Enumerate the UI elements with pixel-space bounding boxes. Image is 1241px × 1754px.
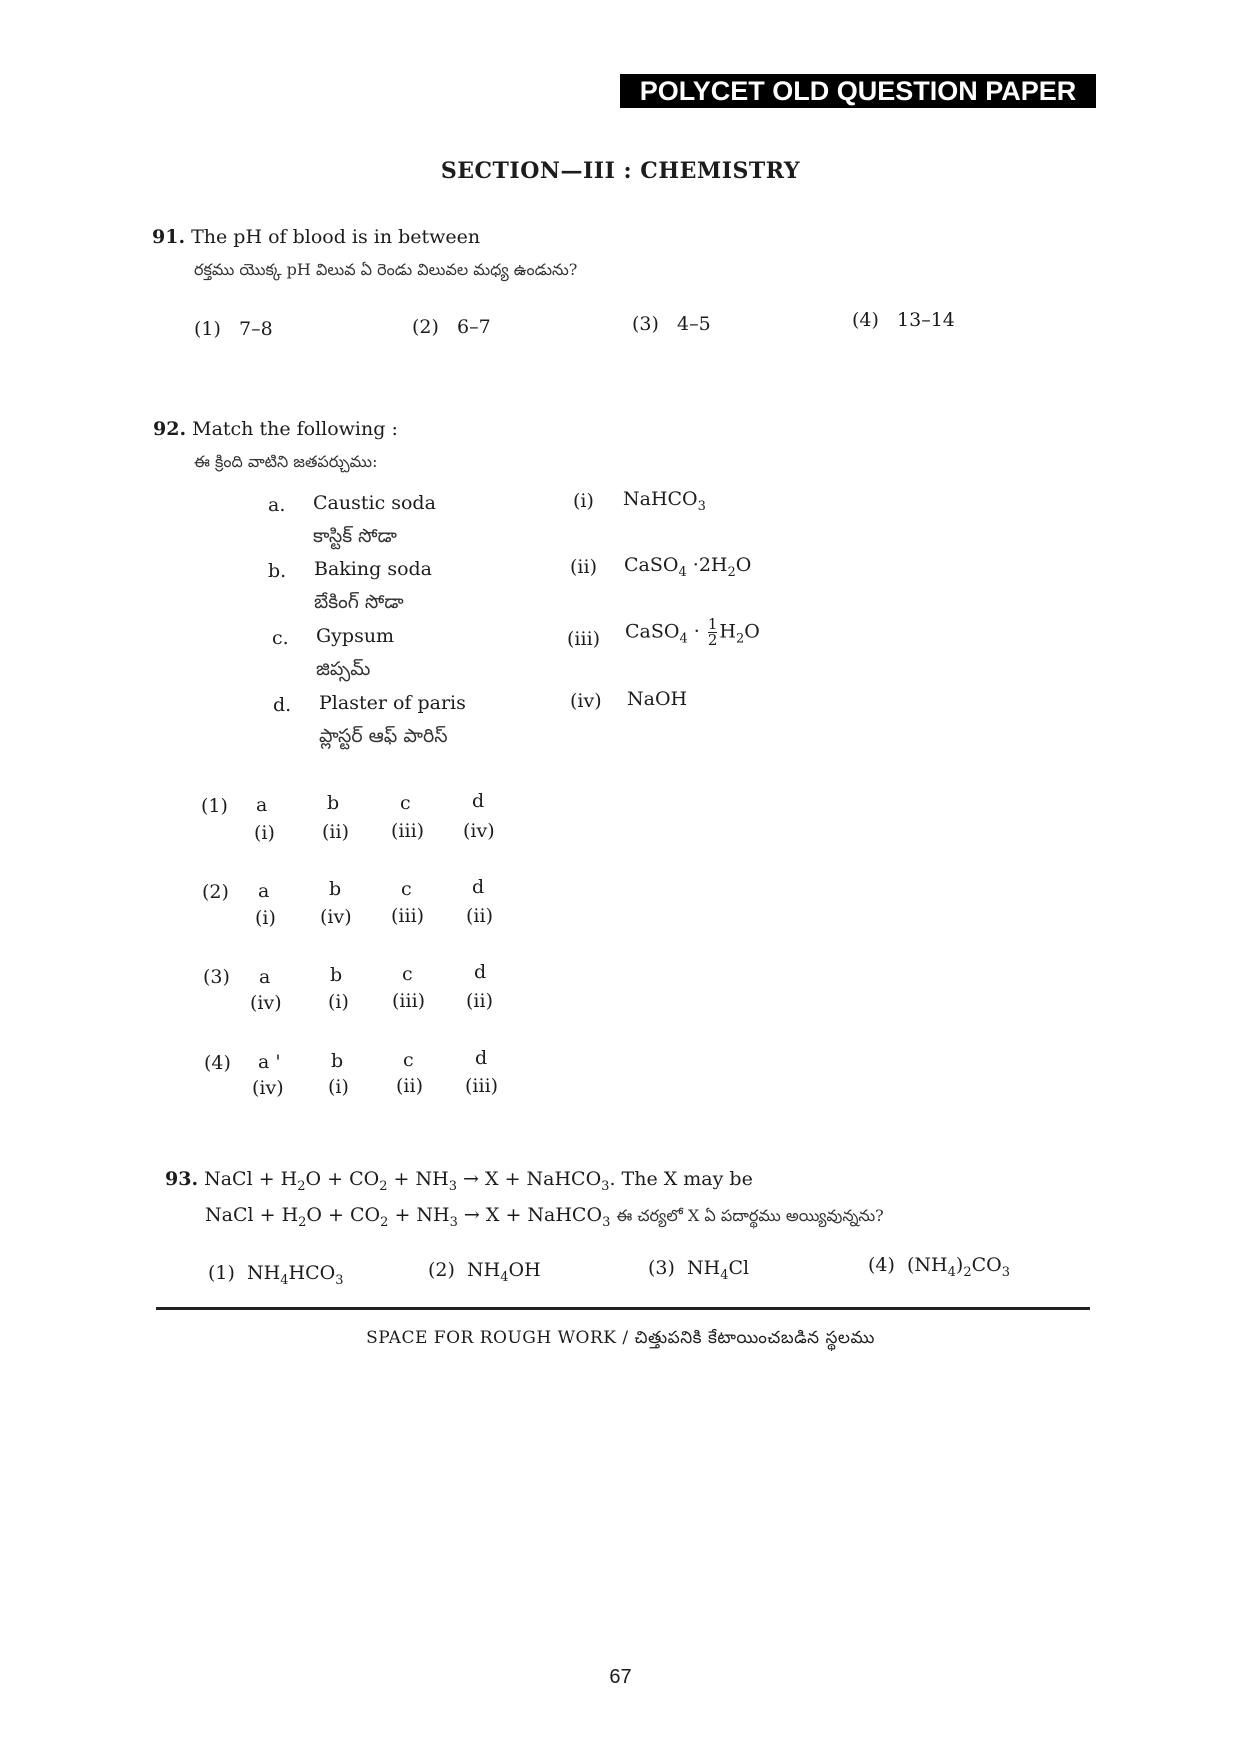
fraction-denominator: 2 xyxy=(707,631,718,649)
option-label: (1) xyxy=(208,1262,235,1284)
q92-option-3-val-d: (ii) xyxy=(466,990,493,1012)
section-title: SECTION—III : CHEMISTRY xyxy=(440,158,801,184)
formula-part: NH xyxy=(467,1259,501,1281)
q92-option-2-head-c: c xyxy=(401,878,412,900)
match-left-d-key: d. xyxy=(273,694,292,716)
option-formula xyxy=(687,1257,750,1283)
q92-option-1-head-b: b xyxy=(327,792,340,814)
match-left-b-key: b. xyxy=(268,560,287,582)
option-label: (3) xyxy=(648,1257,675,1279)
q91-option-3 xyxy=(632,313,711,335)
question-number: 91. xyxy=(152,226,186,248)
equation-part: NaCl + H xyxy=(205,1204,299,1226)
match-right-i xyxy=(623,488,706,514)
q92-option-1-val-b: (ii) xyxy=(322,821,349,843)
q92-option-2-label: (2) xyxy=(202,881,229,903)
q92-option-1-val-d: (iv) xyxy=(463,820,495,842)
question-93-telugu: ఈ చర్యలో X ఏ పదార్థము అయ్యివున్నను? xyxy=(616,1206,884,1225)
match-right-iii xyxy=(625,617,760,648)
match-left-b: Baking soda xyxy=(314,558,432,580)
option-label: (4) xyxy=(852,309,879,331)
question-text: Match the following : xyxy=(192,418,398,440)
q92-option-4-head-b: b xyxy=(331,1050,344,1072)
formula-sub: 2 xyxy=(963,1264,972,1280)
rough-work-label: SPACE FOR ROUGH WORK / చిత్తుపనికి కేటాయించబడిన స్థలము xyxy=(366,1328,875,1348)
q92-option-3-val-b: (i) xyxy=(328,991,349,1013)
q92-option-4-label: (4) xyxy=(204,1052,231,1074)
formula-part: O xyxy=(735,554,752,576)
option-label: (1) xyxy=(194,318,221,340)
q92-option-2-val-a: (i) xyxy=(255,907,276,929)
formula-part: HCO xyxy=(288,1262,336,1284)
q92-option-1-val-a: (i) xyxy=(254,822,275,844)
q92-option-2-head-b: b xyxy=(329,878,342,900)
q91-option-4 xyxy=(852,309,955,331)
match-left-a-key: a. xyxy=(268,494,286,516)
q92-option-2-val-b: (iv) xyxy=(320,906,352,928)
q92-option-3-head-a: a xyxy=(259,966,271,988)
formula-part: ·2H xyxy=(686,554,728,576)
formula-sub: 3 xyxy=(335,1272,344,1288)
q92-option-1-head-d: d xyxy=(472,790,485,812)
q92-option-3-head-b: b xyxy=(330,964,343,986)
formula-sub: 4 xyxy=(679,631,688,647)
formula-sub: 3 xyxy=(1001,1264,1011,1280)
question-text: . The X may be xyxy=(609,1168,753,1190)
formula-part: NH xyxy=(247,1262,281,1284)
q92-option-2-val-d: (ii) xyxy=(466,905,493,927)
equation-part: O + CO xyxy=(305,1168,380,1190)
question-91 xyxy=(152,226,480,248)
q92-option-4-head-d: d xyxy=(475,1047,488,1069)
option-formula xyxy=(907,1254,1011,1280)
equation-part: NaCl + H xyxy=(204,1168,298,1190)
divider xyxy=(156,1307,1090,1310)
formula-sub: 3 xyxy=(697,498,706,514)
option-value: 7–8 xyxy=(239,318,273,340)
q92-option-2-head-d: d xyxy=(472,876,485,898)
match-right-i-key: (i) xyxy=(573,490,594,512)
formula-part: CaSO xyxy=(624,554,679,576)
formula-sub: 2 xyxy=(736,631,745,647)
q92-option-2-head-a: a xyxy=(258,880,270,902)
formula-part: H xyxy=(719,620,736,643)
formula-part: O xyxy=(744,620,760,643)
match-left-a: Caustic soda xyxy=(313,492,436,514)
q92-option-3-label: (3) xyxy=(203,966,230,988)
reaction-equation xyxy=(204,1168,610,1194)
equation-sub: 3 xyxy=(448,1178,457,1194)
match-left-c: Gypsum xyxy=(316,625,395,647)
question-number: 93. xyxy=(165,1168,199,1190)
option-value: 13–14 xyxy=(897,309,955,331)
q93-option-1 xyxy=(208,1262,343,1288)
q92-option-4-head-c: c xyxy=(403,1049,414,1071)
equation-sub: 3 xyxy=(601,1178,610,1194)
formula-part: CaSO xyxy=(625,620,680,643)
q92-option-4-val-d: (iii) xyxy=(465,1075,499,1097)
equation-sub: 2 xyxy=(379,1178,388,1194)
q92-option-1-head-c: c xyxy=(400,792,411,814)
equation-sub: 2 xyxy=(297,1178,306,1194)
q92-option-4-val-b: (i) xyxy=(328,1076,349,1098)
option-label: (2) xyxy=(412,316,439,338)
question-91-telugu: రక్తము యొక్క pH విలువ ఏ రెండు విలువల మధ్య ఉండును? xyxy=(194,260,578,279)
q92-option-3-val-a: (iv) xyxy=(250,992,282,1014)
q92-option-1-val-c: (iii) xyxy=(391,820,425,842)
question-text: The pH of blood is in between xyxy=(191,226,481,248)
question-92-telugu: ఈ క్రింది వాటిని జతపర్చుము: xyxy=(194,452,378,471)
q92-option-1-head-a: a xyxy=(256,794,268,816)
question-92 xyxy=(153,418,398,440)
option-value: 4–5 xyxy=(677,313,711,335)
equation-sub: 3 xyxy=(449,1214,458,1230)
header-banner: POLYCET OLD QUESTION PAPER xyxy=(620,74,1096,108)
q93-option-4 xyxy=(868,1254,1010,1280)
formula-sub: 4 xyxy=(280,1272,289,1288)
option-value: 6–7 xyxy=(457,316,491,338)
fraction xyxy=(708,617,718,648)
formula-sub: 4 xyxy=(720,1267,729,1283)
formula-part: NH xyxy=(687,1257,721,1279)
equation-part: → X + NaHCO xyxy=(457,1204,603,1226)
match-left-c-telugu: జిప్సమ్ xyxy=(316,658,371,680)
q92-option-3-head-c: c xyxy=(402,963,413,985)
q93-option-3 xyxy=(648,1257,749,1283)
q92-option-4-val-a: (iv) xyxy=(252,1077,284,1099)
match-right-ii-key: (ii) xyxy=(570,556,597,578)
q92-option-3-val-c: (iii) xyxy=(392,990,426,1012)
question-93 xyxy=(165,1168,753,1194)
q92-option-2-val-c: (iii) xyxy=(391,905,425,927)
formula-part: NaHCO xyxy=(623,488,698,510)
formula-sub: 4 xyxy=(500,1269,509,1285)
formula-sub: 2 xyxy=(727,564,736,580)
q91-option-1 xyxy=(194,318,273,340)
q93-option-2 xyxy=(428,1259,541,1285)
option-formula xyxy=(247,1262,344,1288)
question-93-telugu-line xyxy=(205,1204,884,1230)
match-right-iv-key: (iv) xyxy=(570,690,602,712)
q91-option-2 xyxy=(412,316,491,338)
match-left-d-telugu: ప్లాస్టర్ ఆఫ్ పారిస్ xyxy=(319,725,448,747)
match-right-iv: NaOH xyxy=(627,688,688,710)
fraction-numerator: 1 xyxy=(707,615,718,633)
option-label: (2) xyxy=(428,1259,455,1281)
equation-part: O + CO xyxy=(306,1204,381,1226)
equation-sub: 2 xyxy=(380,1214,389,1230)
formula-part: (NH xyxy=(907,1254,948,1276)
formula-part: Cl xyxy=(728,1257,750,1279)
match-right-ii xyxy=(624,554,751,580)
equation-sub: 3 xyxy=(602,1214,611,1230)
option-label: (3) xyxy=(632,313,659,335)
formula-part: ) xyxy=(955,1254,964,1276)
match-left-a-telugu: కాస్టిక్ సోడా xyxy=(313,525,397,547)
page-number: 67 xyxy=(609,1666,632,1688)
q92-option-4-head-a: a ' xyxy=(258,1051,281,1073)
formula-sub: 4 xyxy=(678,564,687,580)
match-right-iii-key: (iii) xyxy=(567,628,601,650)
formula-part: · xyxy=(687,620,706,643)
reaction-equation xyxy=(205,1204,611,1230)
match-left-d: Plaster of paris xyxy=(319,692,466,714)
formula-part: OH xyxy=(508,1259,541,1281)
formula-part: CO xyxy=(971,1254,1002,1276)
equation-part: → X + NaHCO xyxy=(457,1168,602,1190)
equation-sub: 2 xyxy=(298,1214,307,1230)
formula-sub: 4 xyxy=(947,1264,956,1280)
match-left-b-telugu: బేకింగ్ సోడా xyxy=(314,591,404,613)
question-number: 92. xyxy=(153,418,187,440)
option-label: (4) xyxy=(868,1254,895,1276)
option-formula xyxy=(467,1259,541,1285)
q92-option-1-label: (1) xyxy=(201,795,228,817)
equation-part: + NH xyxy=(387,1168,449,1190)
equation-part: + NH xyxy=(388,1204,450,1226)
match-left-c-key: c. xyxy=(272,627,289,649)
q92-option-3-head-d: d xyxy=(474,961,487,983)
q92-option-4-val-c: (ii) xyxy=(396,1075,423,1097)
